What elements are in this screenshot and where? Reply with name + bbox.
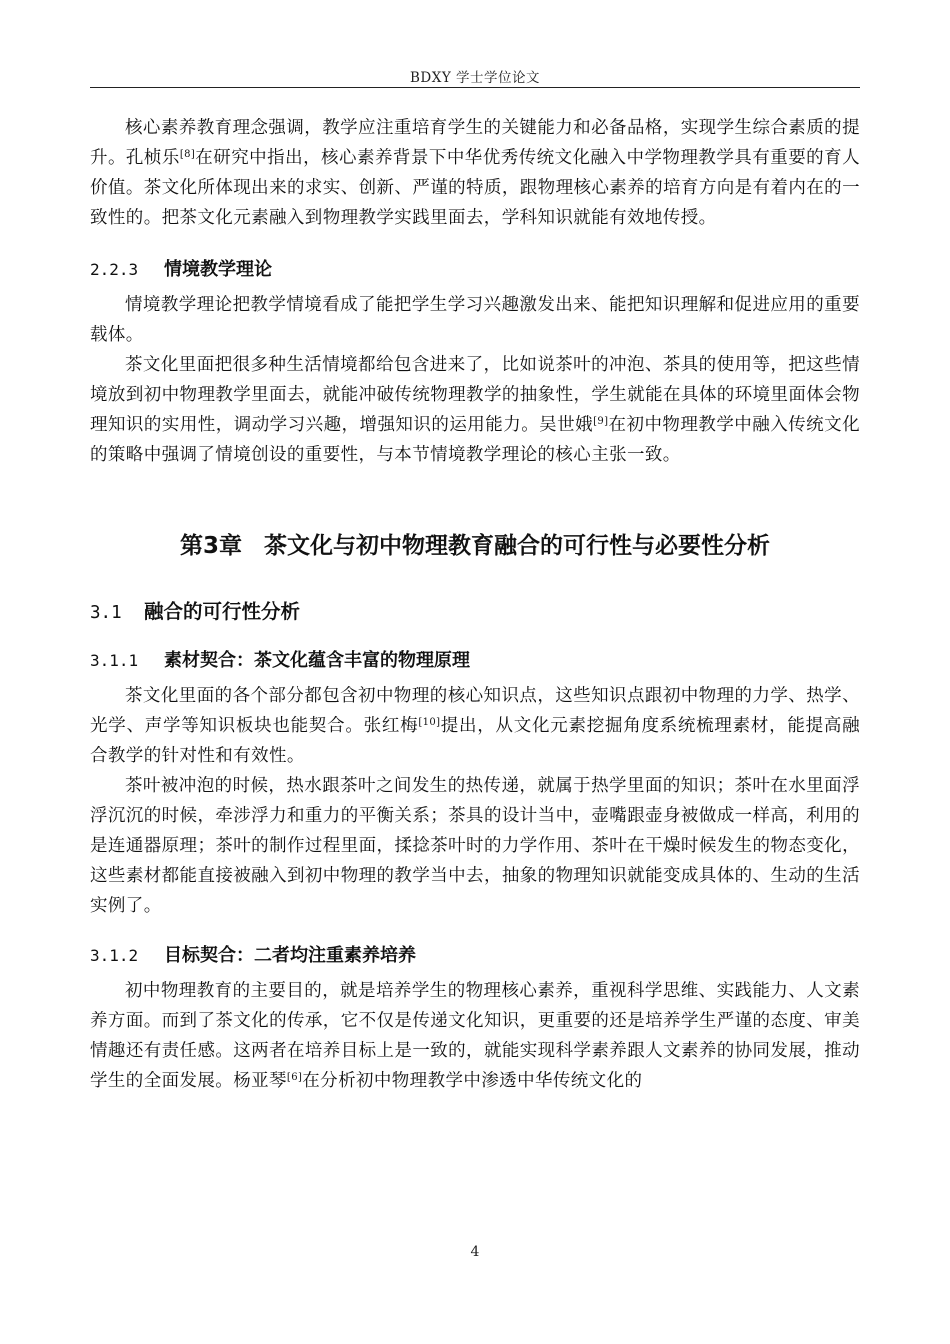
- section-title: 目标契合：二者均注重素养培养: [164, 945, 416, 966]
- paragraph: [90, 350, 860, 470]
- section-title: 素材契合：茶文化蕴含丰富的物理原理: [164, 650, 470, 671]
- section-number: 3.1: [90, 603, 122, 623]
- paragraph: [90, 681, 860, 771]
- section-heading-2-2-3: [90, 255, 860, 285]
- chapter-heading: [90, 526, 860, 566]
- paragraph: [90, 976, 860, 1096]
- paragraph-text: 茶文化里面的各个部分都包含初中物理的核心知识点，这些知识点跟初中物理的力学、热学、光学、声学等知识板块也能契合。张红梅: [90, 686, 860, 736]
- paragraph-text: 在分析初中物理教学中渗透中华传统文化的: [302, 1071, 643, 1091]
- section-heading-3-1-1: [90, 646, 860, 676]
- citation: [8]: [179, 149, 196, 160]
- paragraph-text: 在研究中指出，核心素养背景下中华优秀传统文化融入中学物理教学具有重要的育人价值。茶文化所体现出来的求实、创新、严谨的特质，跟物理核心素养的培育方向是有着内在的一致性的。把茶文化元素融入到物理教学实践里面去，学科知识就能有效地传授。: [90, 148, 860, 228]
- body-content: [90, 113, 860, 1096]
- citation: [10]: [418, 717, 441, 728]
- header-rule: [90, 87, 860, 88]
- page-number: 4: [470, 1244, 480, 1260]
- section-title: 融合的可行性分析: [144, 600, 301, 623]
- section-number: 3.1.1: [90, 651, 139, 670]
- chapter-number: 第3章: [179, 533, 242, 559]
- chapter-title: 茶文化与初中物理教育融合的可行性与必要性分析: [264, 533, 770, 559]
- running-header: BDXY 学士学位论文: [409, 70, 541, 86]
- section-title: 情境教学理论: [164, 259, 272, 280]
- section-number: 2.2.3: [90, 260, 139, 279]
- section-number: 3.1.2: [90, 946, 139, 965]
- citation: [9]: [593, 416, 609, 427]
- section-heading-3-1-2: [90, 941, 860, 971]
- paragraph-text: 初中物理教育的主要目的，就是培养学生的物理核心素养，重视科学思维、实践能力、人文素养方面。而到了茶文化的传承，它不仅是传递文化知识，更重要的还是培养学生严谨的态度、审美情趣还有责任感。这两者在培养目标上是一致的，就能实现科学素养跟人文素养的协同发展，推动学生的全面发展。杨亚琴: [90, 981, 860, 1091]
- section-heading-3-1: [90, 596, 860, 628]
- paragraph: 茶叶被冲泡的时候，热水跟茶叶之间发生的热传递，就属于热学里面的知识；茶叶在水里面浮浮沉沉的时候，牵涉浮力和重力的平衡关系；茶具的设计当中，壶嘴跟壶身被做成一样高，利用的是连通器原理；茶叶的制作过程里面，揉捻茶叶时的力学作用、茶叶在干燥时候发生的物态变化，这些素材都能直接被融入到初中物理的教学当中去，抽象的物理知识就能变成具体的、生动的生活实例了。: [90, 776, 860, 916]
- paragraph: 情境教学理论把教学情境看成了能把学生学习兴趣激发出来、能把知识理解和促进应用的重要载体。: [90, 295, 860, 345]
- paragraph-text: 在初中物理教学中融入传统文化的策略中强调了情境创设的重要性，与本节情境教学理论的核心主张一致。: [90, 415, 860, 465]
- citation: [6]: [286, 1072, 303, 1083]
- paragraph-text: 核心素养教育理念强调，教学应注重培育学生的关键能力和必备品格，实现学生综合素质的提升。孔桢乐: [90, 118, 860, 168]
- paragraph: [90, 113, 860, 233]
- paragraph-text: 茶文化里面把很多种生活情境都给包含进来了，比如说茶叶的冲泡、茶具的使用等，把这些情境放到初中物理教学里面去，就能冲破传统物理教学的抽象性，学生就能在具体的环境里面体会物理知识的实用性，调动学习兴趣，增强知识的运用能力。吴世娥: [90, 355, 860, 435]
- paragraph-text: 提出，从文化元素挖掘角度系统梳理素材，能提高融合教学的针对性和有效性。: [90, 716, 860, 766]
